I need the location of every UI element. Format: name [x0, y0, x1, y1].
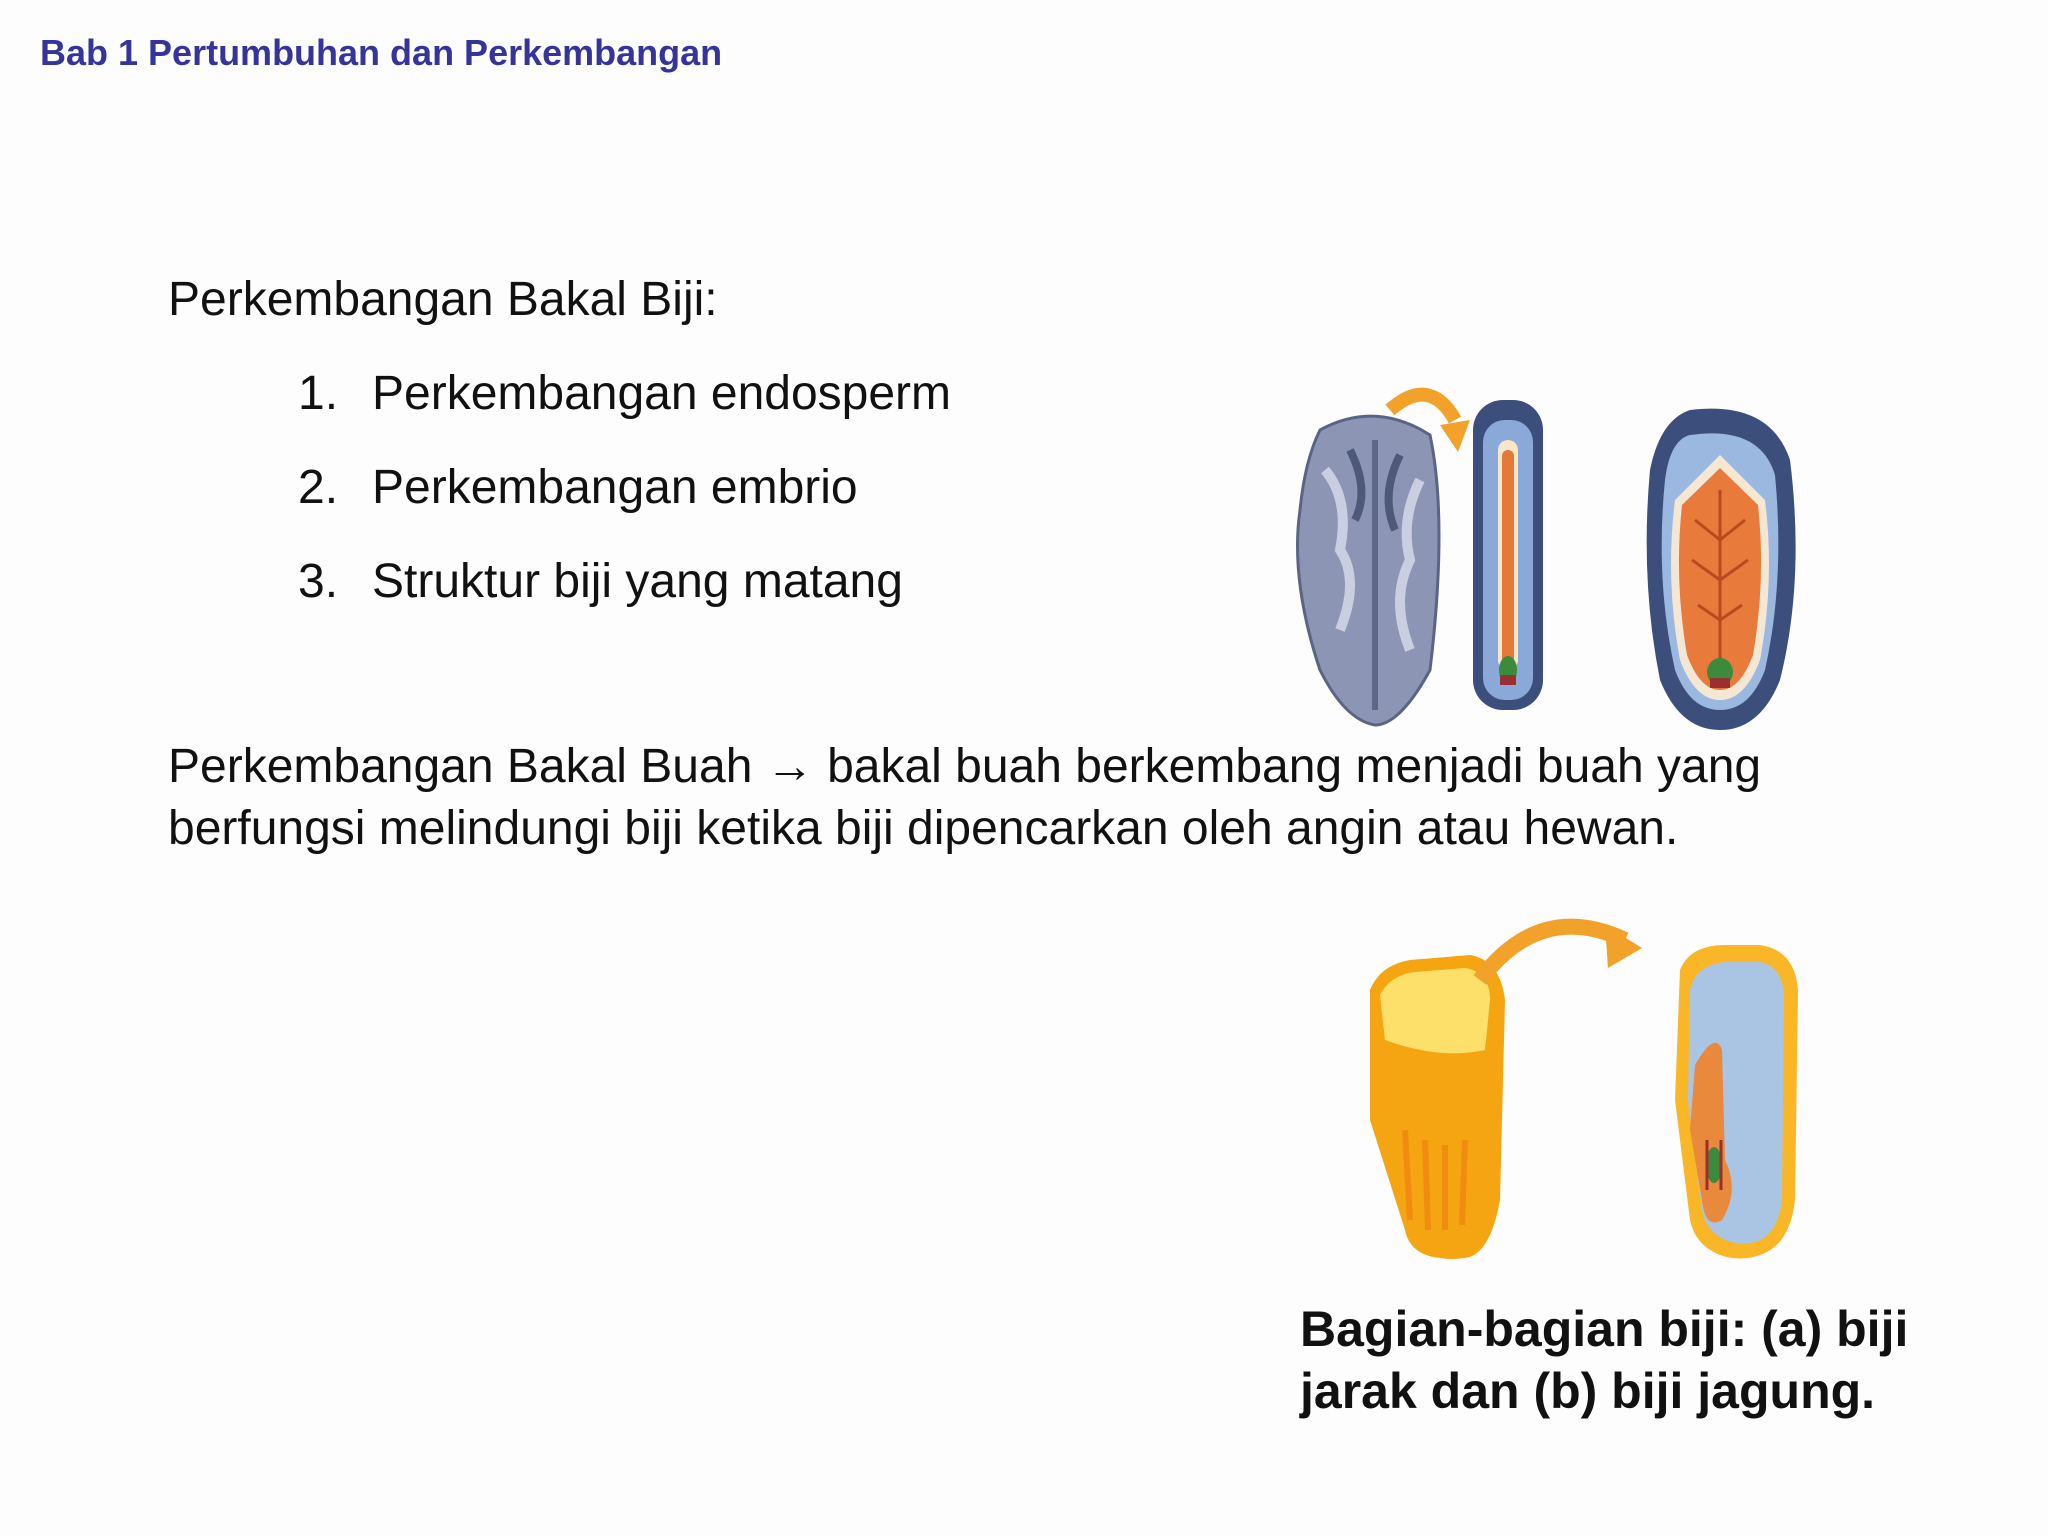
arrow-icon — [1390, 395, 1455, 420]
corn-kernel-section — [1675, 945, 1798, 1259]
fruit-development-paragraph — [168, 736, 1908, 860]
arrow-icon — [1480, 927, 1625, 980]
list-label: Perkembangan endosperm — [372, 367, 952, 420]
list-item — [298, 552, 951, 646]
figure-caption: Bagian-bagian biji: (a) biji jarak dan (b) biji jagung. — [1300, 1301, 1909, 1419]
seed-section-title: Perkembangan Bakal Biji: — [168, 273, 718, 326]
castor-seed-section — [1473, 400, 1543, 710]
corn-seed-illustration — [1350, 900, 1830, 1280]
header-title: Bab 1 Pertumbuhan dan Perkembangan — [40, 32, 723, 73]
fruit-description: bakal buah berkembang menjadi buah yang berfungsi melindungi biji ketika biji dipencarkan oleh angin atau hewan. — [168, 740, 1762, 855]
castor-seed-illustration — [1280, 380, 1840, 740]
list-item — [298, 364, 951, 458]
castor-seed-whole — [1298, 416, 1440, 725]
castor-seed-mature — [1647, 409, 1796, 730]
list-item — [298, 458, 951, 552]
list-label: Perkembangan embrio — [372, 461, 858, 514]
arrow-right-icon: → — [765, 740, 814, 793]
corn-kernel-whole — [1370, 955, 1505, 1259]
seed-development-list — [298, 364, 951, 646]
list-label: Struktur biji yang matang — [372, 555, 903, 608]
list-number: 3. — [298, 555, 339, 608]
fruit-label: Perkembangan Bakal Buah — [168, 740, 753, 793]
list-number: 2. — [298, 461, 339, 514]
arrow-head-icon — [1440, 420, 1470, 452]
list-number: 1. — [298, 367, 339, 420]
